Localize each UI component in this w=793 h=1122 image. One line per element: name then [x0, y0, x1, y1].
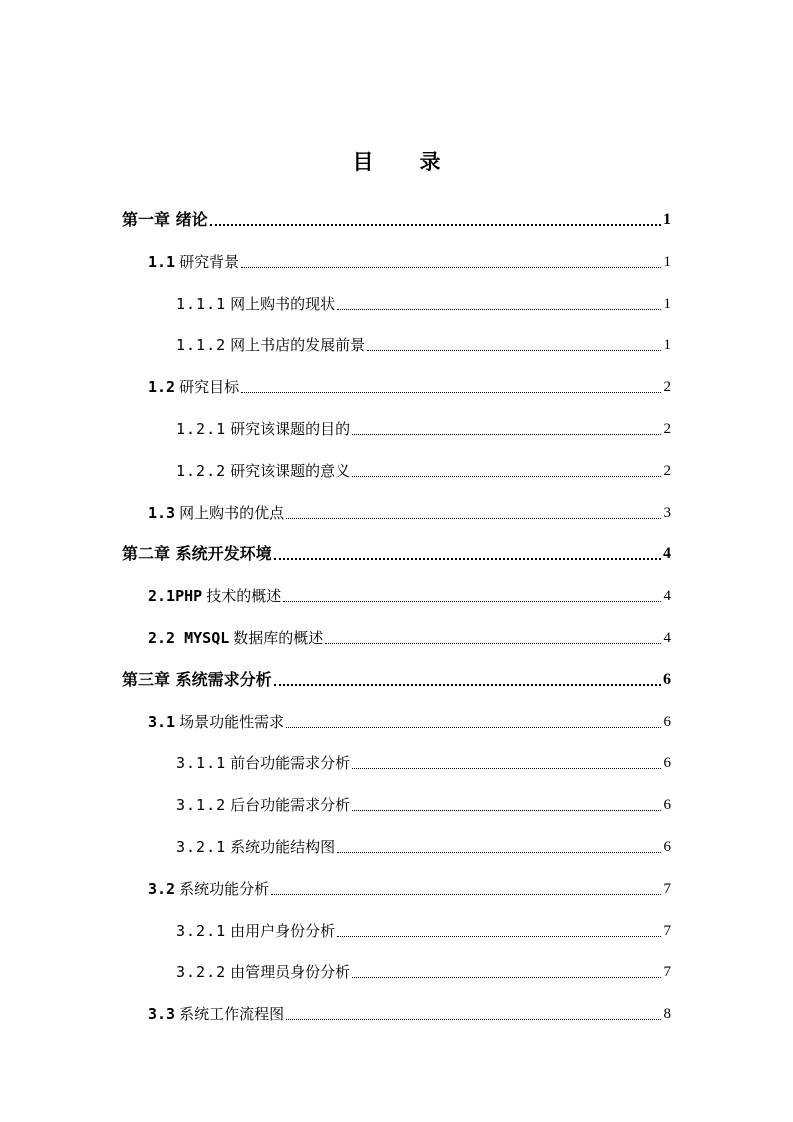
toc-entry-text: 系统工作流程图 — [179, 1005, 285, 1023]
toc-entry-label — [176, 335, 365, 355]
toc-entry-label — [148, 503, 284, 523]
toc-entry[interactable] — [148, 248, 671, 272]
toc-leader-dots — [352, 476, 661, 477]
toc-entry[interactable] — [176, 749, 671, 773]
toc-entry-text: 系统功能结构图 — [230, 838, 336, 856]
toc-entry-page: 6 — [663, 714, 671, 730]
toc-leader-dots — [274, 558, 661, 560]
toc-entry-text: 技术的概述 — [206, 587, 282, 605]
toc-entry-page: 6 — [663, 839, 671, 855]
toc-leader-dots — [210, 224, 661, 226]
toc-entry-number: 1.3 — [148, 504, 176, 522]
toc-entry-text: 网上购书的优点 — [179, 504, 285, 522]
toc-entry-number: 1.1.2 — [176, 336, 227, 354]
toc-title — [0, 146, 793, 176]
toc-entry[interactable] — [122, 206, 671, 230]
toc-entry-text: 系统功能分析 — [179, 880, 270, 898]
toc-entry-page: 7 — [663, 964, 671, 980]
toc-leader-dots — [241, 267, 661, 268]
toc-entry-text: 研究该课题的意义 — [230, 462, 351, 480]
toc-entry-label — [176, 962, 350, 982]
toc-entry-label — [148, 1004, 284, 1024]
toc-entry-label — [122, 210, 208, 230]
toc-entry-number: 3.3 — [148, 1005, 176, 1023]
toc-entry[interactable] — [122, 540, 671, 564]
toc-leader-dots — [352, 434, 661, 435]
toc-entry-page: 6 — [663, 755, 671, 771]
toc-entry-label — [176, 795, 350, 815]
toc-entry-label — [176, 461, 350, 481]
toc-entry-number: 1.2.2 — [176, 462, 227, 480]
toc-entry-label — [176, 837, 335, 857]
toc-entry-text: 场景功能性需求 — [179, 713, 285, 731]
toc-entry-text: 研究背景 — [179, 253, 240, 271]
toc-entry-label — [148, 628, 323, 648]
toc-entry-number: 3.2.1 — [176, 838, 227, 856]
toc-entry-label — [122, 670, 272, 690]
toc-entry-number: 2.2 MYSQL — [148, 629, 230, 647]
toc-entry-page: 2 — [663, 463, 671, 479]
toc-entry-number: 3.2.2 — [176, 963, 227, 981]
toc-entry-page: 4 — [663, 630, 671, 646]
toc-entry-number: 1.1.1 — [176, 295, 227, 313]
toc-entry-number: 3.1.2 — [176, 796, 227, 814]
toc-entry-page: 2 — [663, 379, 671, 395]
toc-entry[interactable] — [176, 457, 671, 481]
toc-entry-page: 3 — [663, 505, 671, 521]
toc-leader-dots — [337, 936, 661, 937]
toc-entry[interactable] — [148, 582, 671, 606]
toc-leader-dots — [352, 810, 661, 811]
toc-entry-number: 3.2.1 — [176, 922, 227, 940]
toc-entry-label — [176, 753, 350, 773]
toc-entry[interactable] — [148, 708, 671, 732]
toc-leader-dots — [286, 727, 661, 728]
toc-entry-page: 4 — [663, 545, 671, 562]
toc-entry-text: 由用户身份分析 — [230, 922, 336, 940]
toc-leader-dots — [271, 894, 661, 895]
toc-entry-text: 前台功能需求分析 — [230, 754, 351, 772]
toc-entry-label — [148, 879, 269, 899]
toc-entry-page: 1 — [663, 337, 671, 353]
toc-leader-dots — [325, 643, 661, 644]
toc-entry-text: 数据库的概述 — [233, 629, 324, 647]
toc-entry[interactable] — [176, 833, 671, 857]
toc-entry[interactable] — [176, 331, 671, 355]
toc-entry-page: 6 — [663, 671, 671, 688]
toc-leader-dots — [274, 684, 661, 686]
toc-entry-page: 7 — [663, 881, 671, 897]
toc-entry-number: 1.2 — [148, 378, 176, 396]
toc-entry-page: 1 — [663, 296, 671, 312]
toc-entry-text: 第三章 系统需求分析 — [122, 670, 272, 689]
toc-entry-page: 7 — [663, 923, 671, 939]
toc-entry-text: 后台功能需求分析 — [230, 796, 351, 814]
toc-entry-number: 1.2.1 — [176, 420, 227, 438]
toc-entry-text: 网上购书的现状 — [230, 295, 336, 313]
toc-entry-page: 6 — [663, 797, 671, 813]
toc-entry-number: 3.1 — [148, 713, 176, 731]
toc-entry-text: 由管理员身份分析 — [230, 963, 351, 981]
toc-entry-text: 网上书店的发展前景 — [230, 336, 366, 354]
toc-entry-number: 2.1PHP — [148, 587, 203, 605]
toc-entry-label — [148, 586, 281, 606]
toc-title-char-2: 录 — [419, 150, 441, 174]
toc-entry[interactable] — [148, 875, 671, 899]
toc-leader-dots — [283, 601, 661, 602]
toc-entry[interactable] — [148, 499, 671, 523]
toc-entry-label — [148, 377, 239, 397]
toc-entry-label — [122, 544, 272, 564]
toc-leader-dots — [352, 977, 661, 978]
toc-leader-dots — [286, 1019, 661, 1020]
toc-leader-dots — [337, 309, 661, 310]
toc-title-char-1: 目 — [352, 150, 374, 174]
toc-entry-text: 第二章 系统开发环境 — [122, 544, 272, 563]
toc-entry[interactable] — [176, 290, 671, 314]
toc-entry-label — [176, 921, 335, 941]
toc-entry-text: 研究该课题的目的 — [230, 420, 351, 438]
toc-entry-text: 研究目标 — [179, 378, 240, 396]
toc-entry-number: 3.1.1 — [176, 754, 227, 772]
toc-entry[interactable] — [148, 373, 671, 397]
toc-entry-text: 第一章 绪论 — [122, 210, 208, 229]
toc-entry-page: 2 — [663, 421, 671, 437]
toc-entry[interactable] — [176, 958, 671, 982]
toc-entry[interactable] — [176, 791, 671, 815]
toc-entry[interactable] — [176, 415, 671, 439]
toc-leader-dots — [241, 392, 661, 393]
toc-entry-label — [176, 419, 350, 439]
toc-entry-page: 4 — [663, 588, 671, 604]
toc-entry-page: 8 — [663, 1006, 671, 1022]
toc-entry-label — [176, 294, 335, 314]
toc-entry-label — [148, 252, 239, 272]
toc-entry-label — [148, 712, 284, 732]
toc-entry[interactable] — [148, 1000, 671, 1024]
toc-entry[interactable] — [176, 917, 671, 941]
toc-entry-number: 3.2 — [148, 880, 176, 898]
toc-entry[interactable] — [148, 624, 671, 648]
toc-entry-page: 1 — [663, 211, 671, 228]
toc-entry[interactable] — [122, 666, 671, 690]
toc-entry-page: 1 — [663, 254, 671, 270]
toc-leader-dots — [367, 350, 661, 351]
toc-leader-dots — [352, 768, 661, 769]
toc-entry-number: 1.1 — [148, 253, 176, 271]
toc-leader-dots — [286, 518, 661, 519]
toc-leader-dots — [337, 852, 661, 853]
